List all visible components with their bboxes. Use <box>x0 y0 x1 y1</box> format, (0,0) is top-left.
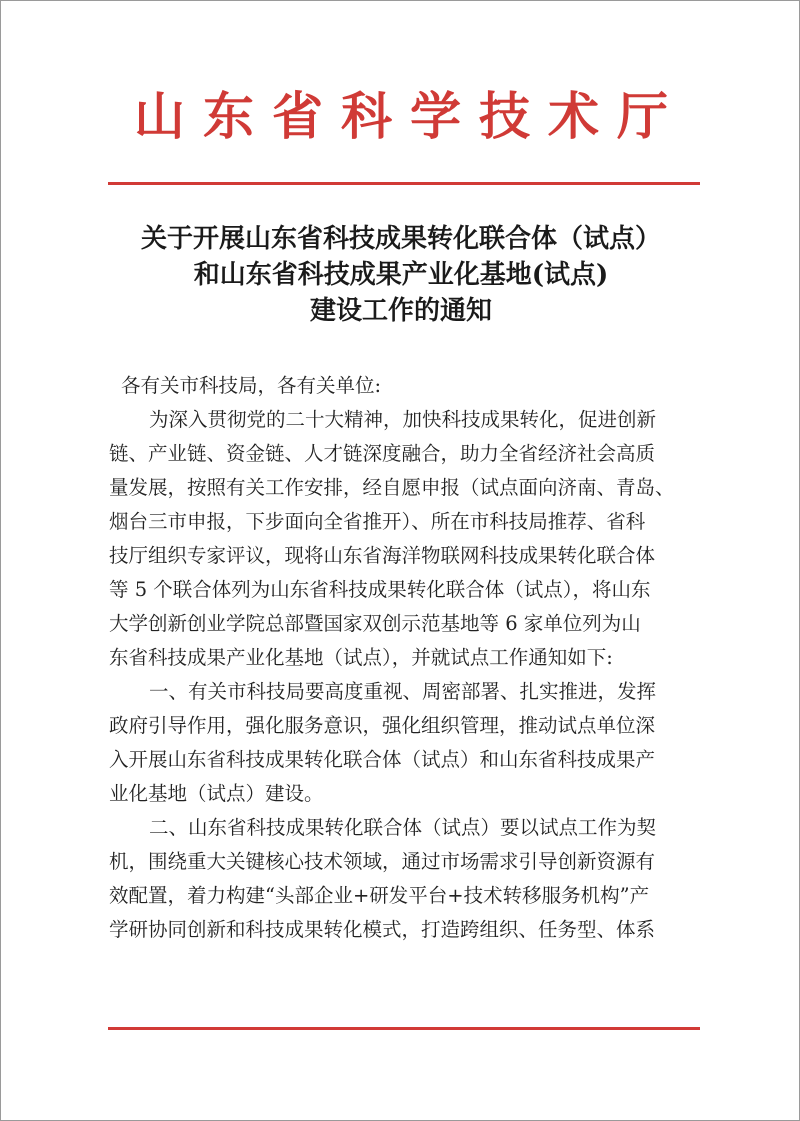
body-line: 链、产业链、资金链、人才链深度融合，助力全省经济社会高质 <box>109 442 656 465</box>
body-line: 等 5 个联合体列为山东省科技成果转化联合体（试点），将山东 <box>109 578 651 601</box>
body-line: 一、有关市科技局要高度重视、周密部署、扎实推进，发挥 <box>149 680 657 703</box>
body-line: 机，围绕重大关键核心技术领域，通过市场需求引导创新资源有 <box>109 850 656 873</box>
body-line: 技厅组织专家评议，现将山东省海洋物联网科技成果转化联合体 <box>109 544 656 567</box>
body-line: 东省科技成果产业化基地（试点），并就试点工作通知如下: <box>109 646 613 669</box>
body-line: 效配置，着力构建“头部企业+研发平台+技术转移服务机构”产 <box>109 884 650 907</box>
body-line: 量发展，按照有关工作安排，经自愿申报（试点面向济南、青岛、 <box>109 476 675 499</box>
header-red-rule <box>108 182 700 185</box>
body-line: 入开展山东省科技成果转化联合体（试点）和山东省科技成果产 <box>109 748 656 771</box>
footer-red-rule <box>108 1027 700 1030</box>
body-line: 烟台三市申报，下步面向全省推开）、所在市科技局推荐、省科 <box>109 510 646 533</box>
organization-header: 山东省科学技术厅 <box>133 87 686 147</box>
document-title-line-1: 关于开展山东省科技成果转化联合体（试点） <box>140 224 661 254</box>
document-title-line-2: 和山东省科技成果产业化基地(试点) <box>193 260 609 290</box>
body-line: 二、山东省科技成果转化联合体（试点）要以试点工作为契 <box>149 816 657 839</box>
document-title-line-3: 建设工作的通知 <box>309 296 492 326</box>
body-line: 学研协同创新和科技成果转化模式，打造跨组织、任务型、体系 <box>109 918 656 941</box>
body-line: 业化基地（试点）建设。 <box>109 782 324 805</box>
salutation: 各有关市科技局，各有关单位: <box>121 374 382 397</box>
body-line: 大学创新创业学院总部暨国家双创示范基地等 6 家单位列为山 <box>109 612 641 635</box>
body-line: 政府引导作用，强化服务意识，强化组织管理，推动试点单位深 <box>109 714 656 737</box>
body-line: 为深入贯彻党的二十大精神，加快科技成果转化，促进创新 <box>149 408 657 431</box>
